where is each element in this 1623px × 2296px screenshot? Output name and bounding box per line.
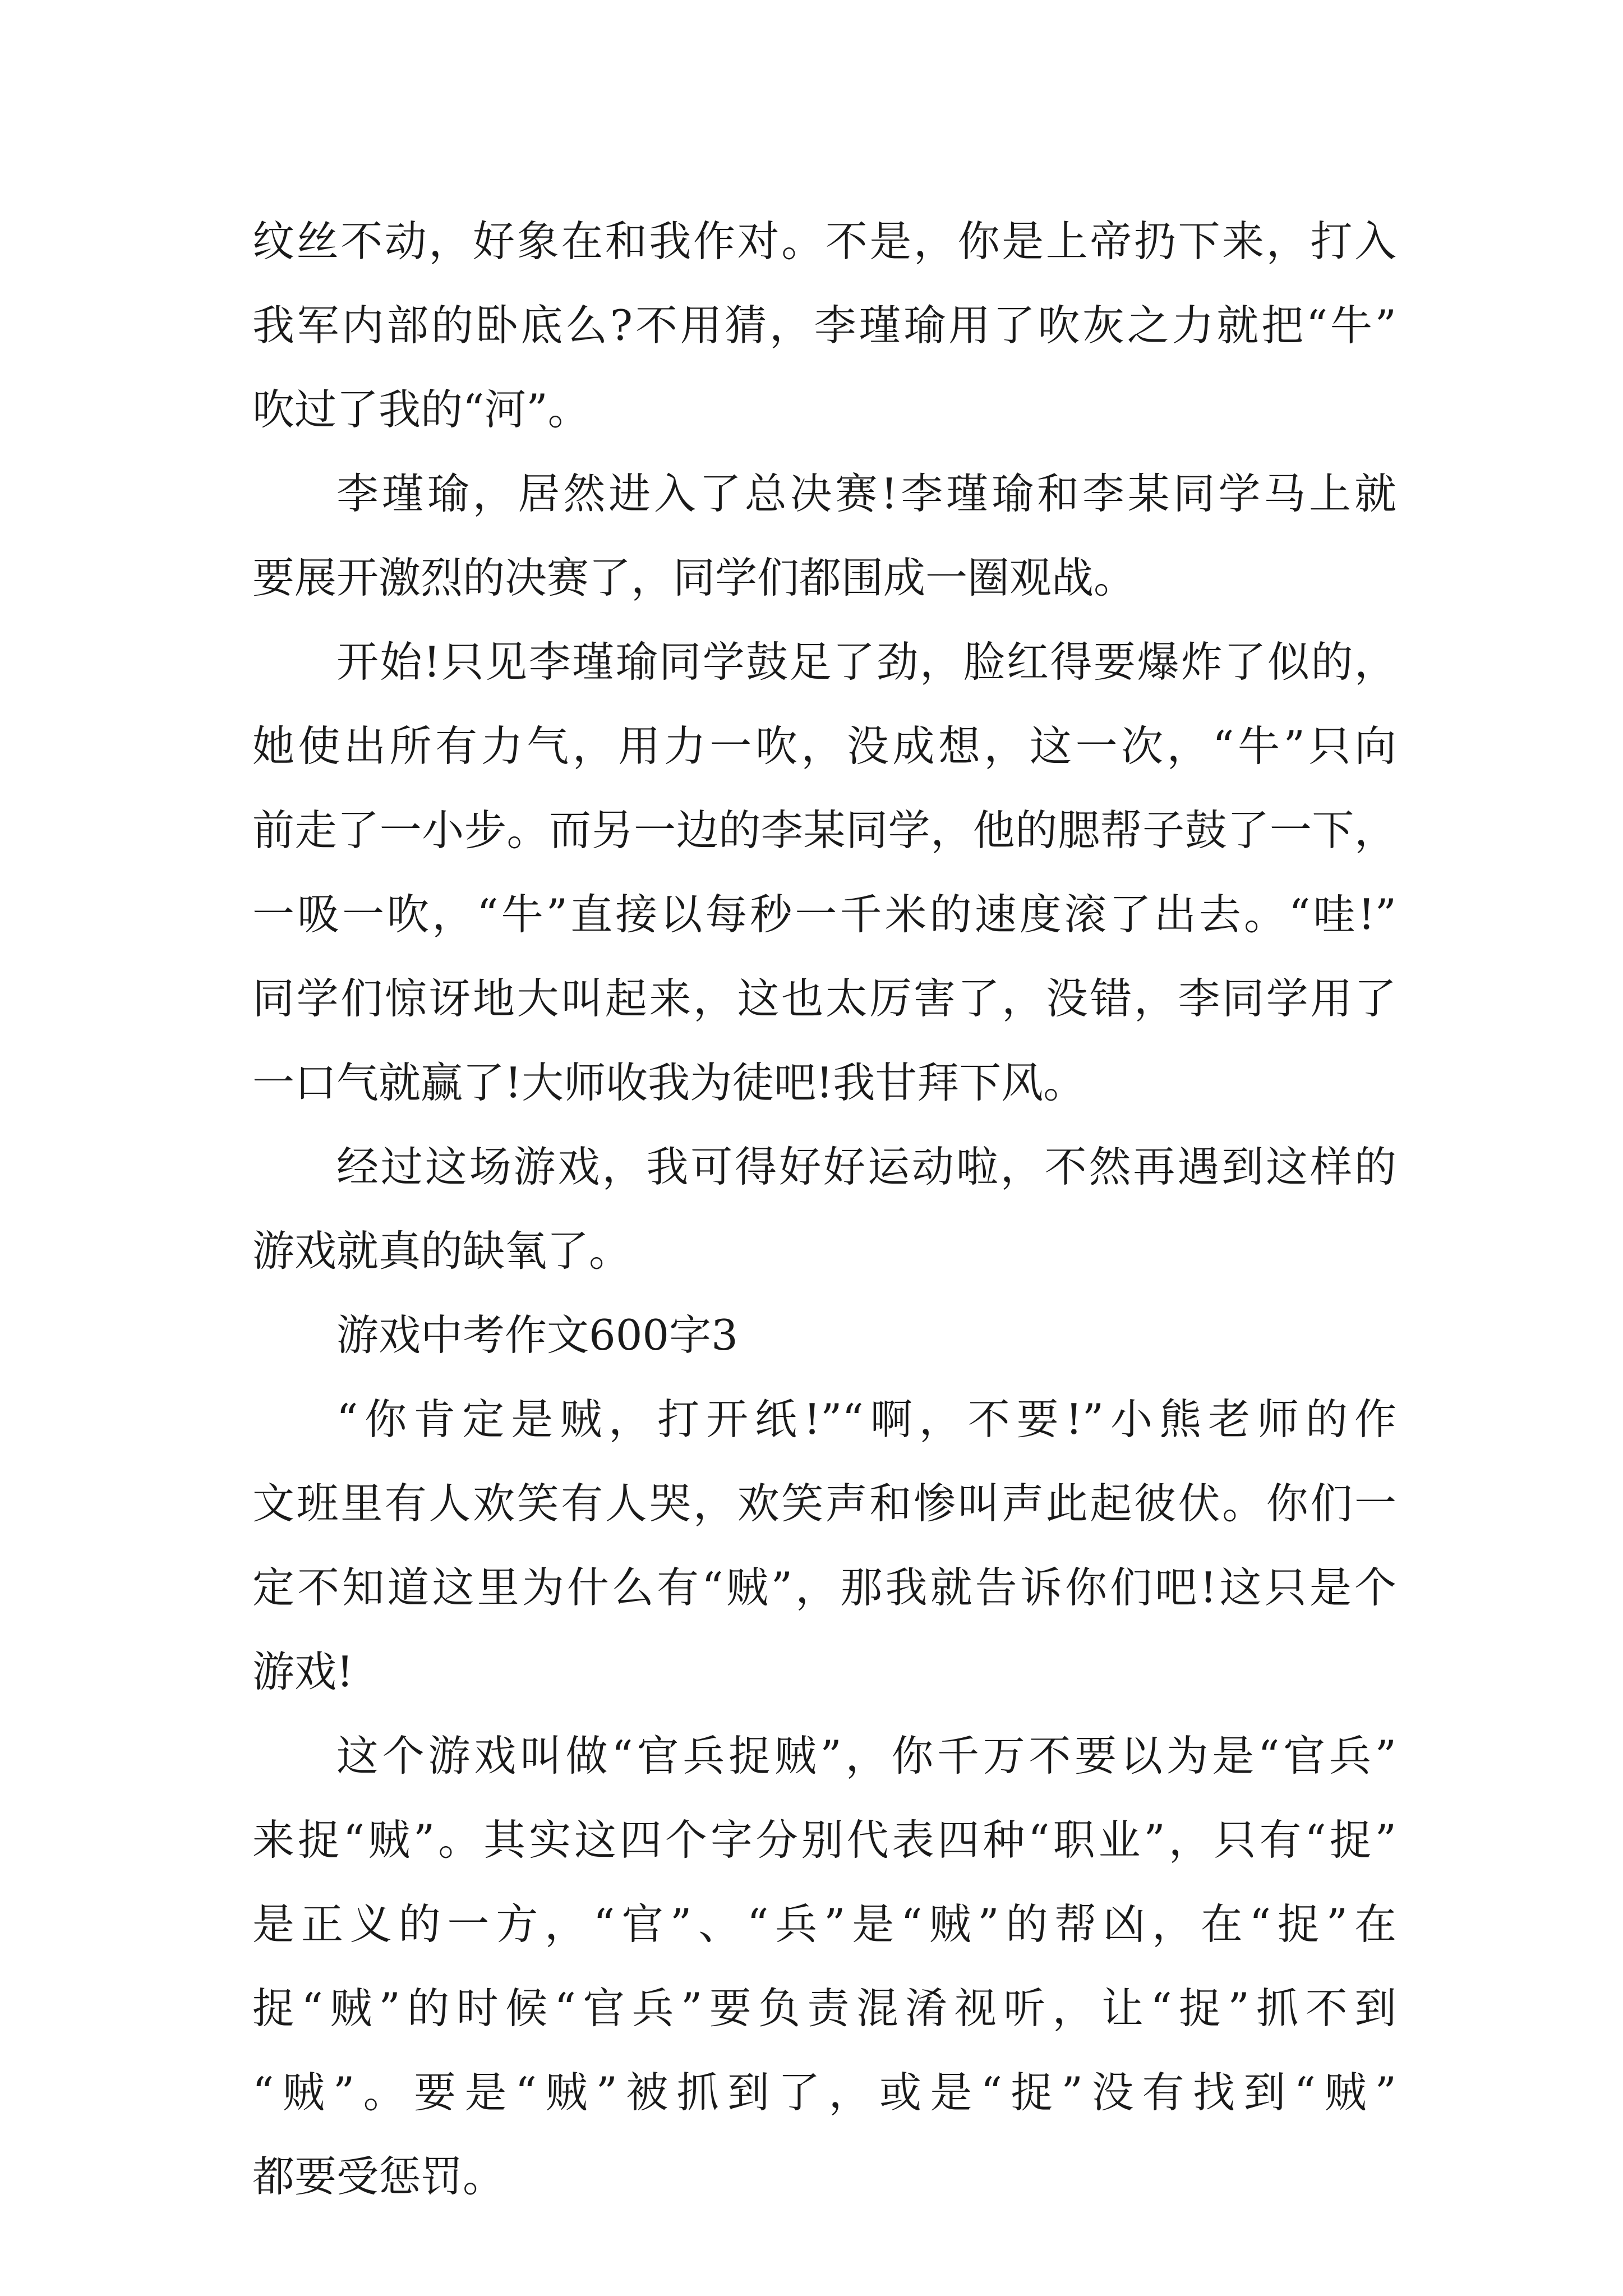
text-line: 来捉“贼”。其实这四个字分别代表四种“职业”，只有“捉” <box>252 1815 1396 1865</box>
text-line: 一吸一吹，“牛”直接以每秒一千米的速度滚了出去。“哇!” <box>252 890 1396 939</box>
text-line: “贼”。要是“贼”被抓到了，或是“捉”没有找到“贼” <box>252 2068 1396 2117</box>
text-line: 游戏! <box>252 1647 354 1696</box>
text-line: 同学们惊讶地大叫起来，这也太厉害了，没错，李同学用了 <box>252 974 1396 1023</box>
text-line: 吹过了我的“河”。 <box>252 385 590 434</box>
text-line: 前走了一小步。而另一边的李某同学，他的腮帮子鼓了一下， <box>252 806 1396 855</box>
text-line: 纹丝不动，好象在和我作对。不是，你是上帝扔下来，打入 <box>252 217 1396 266</box>
text-line: “你肯定是贼，打开纸!”“啊，不要!”小熊老师的作 <box>336 1395 1396 1444</box>
text-line: 都要受惩罚。 <box>252 2152 505 2201</box>
text-line: 这个游戏叫做“官兵捉贼”，你千万不要以为是“官兵” <box>336 1731 1396 1780</box>
text-line: 她使出所有力气，用力一吹，没成想，这一次，“牛”只向 <box>252 721 1396 771</box>
text-line: 是正义的一方，“官”、“兵”是“贼”的帮凶，在“捉”在 <box>252 1899 1396 1949</box>
text-line: 定不知道这里为什么有“贼”，那我就告诉你们吧!这只是个 <box>252 1563 1396 1612</box>
text-line: 要展开激烈的决赛了，同学们都围成一圈观战。 <box>252 553 1136 602</box>
section-heading: 游戏中考作文600字3 <box>336 1310 738 1360</box>
text-line: 一口气就赢了!大师收我为徒吧!我甘拜下风。 <box>252 1058 1086 1107</box>
text-line: 游戏就真的缺氧了。 <box>252 1226 631 1276</box>
text-line: 李瑾瑜，居然进入了总决赛!李瑾瑜和李某同学马上就 <box>336 469 1396 518</box>
text-line: 经过这场游戏，我可得好好运动啦，不然再遇到这样的 <box>336 1142 1396 1191</box>
text-line: 捉“贼”的时候“官兵”要负责混淆视听，让“捉”抓不到 <box>252 1984 1396 2033</box>
text-line: 开始!只见李瑾瑜同学鼓足了劲，脸红得要爆炸了似的， <box>336 637 1396 687</box>
text-line: 文班里有人欢笑有人哭，欢笑声和惨叫声此起彼伏。你们一 <box>252 1479 1396 1528</box>
text-line: 我军内部的卧底么?不用猜，李瑾瑜用了吹灰之力就把“牛” <box>252 301 1396 350</box>
